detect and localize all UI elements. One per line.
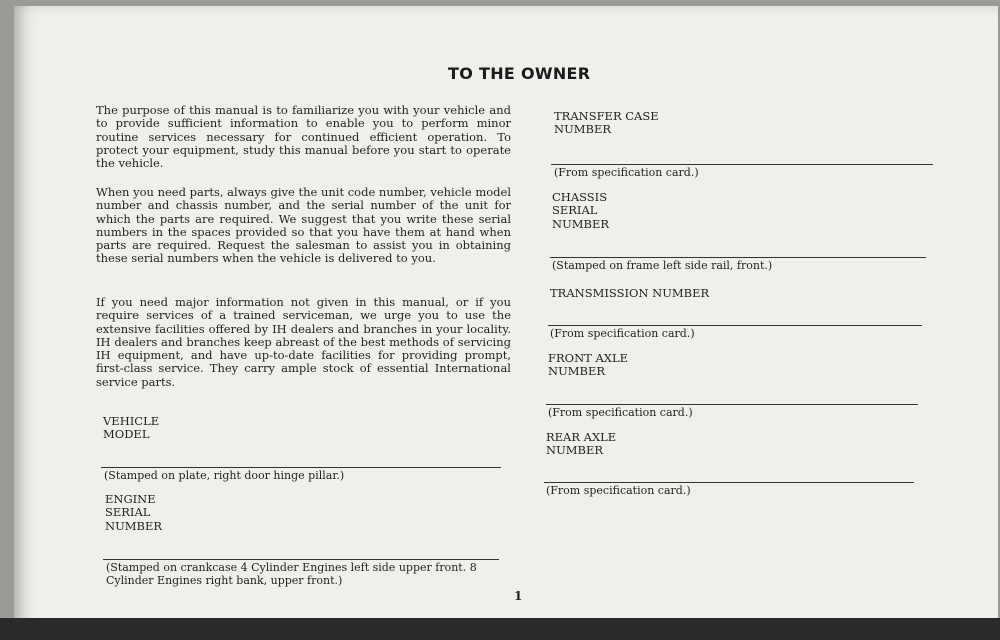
vehicle-model-note: (Stamped on plate, right door hinge pillar.) [104,469,345,482]
chassis-serial-label: CHASSIS SERIAL NUMBER [552,190,610,231]
front-axle-blank-line [546,404,918,405]
engine-serial-label: ENGINE SERIAL NUMBER [105,492,163,533]
front-axle-label: FRONT AXLE NUMBER [548,351,628,379]
chassis-serial-blank-line [550,257,926,258]
transmission-label: TRANSMISSION NUMBER [550,286,710,300]
front-axle-note: (From specification card.) [548,406,693,419]
page-title: TO THE OWNER [448,64,591,83]
chassis-serial-note: (Stamped on frame left side rail, front.) [552,259,773,272]
engine-serial-blank-line [103,559,499,560]
transfer-case-note: (From specification card.) [554,166,699,179]
rear-axle-blank-line [544,482,914,483]
transfer-case-label: TRANSFER CASE NUMBER [554,109,659,137]
page-number: 1 [514,589,523,603]
service-paragraph: If you need major information not given in this manual, or if you require services of a trained serviceman, we urge you to use the extensive facilities offered by IH dealers and branches in your locality. IH dealers and branches keep abreast of the best methods of servicing IH equipment, and have up-to-date facilities for providing prompt, first-class service. They carry ample stock of essential International service parts. [96,295,511,389]
vehicle-model-blank-line [101,467,501,468]
rear-axle-label: REAR AXLE NUMBER [546,430,617,458]
parts-paragraph: When you need parts, always give the unit code number, vehicle model number and chassis number, and the serial number of the unit for which the parts are required. We suggest that you write these serial numbers in the spaces provided so that you have them at hand when parts are required. Request the salesman to assist you in obtaining these serial numbers when the vehicle is delivered to you. [96,185,511,266]
transmission-note: (From specification card.) [550,327,695,340]
transmission-blank-line [548,325,922,326]
engine-serial-note: (Stamped on crankcase 4 Cylinder Engines left side upper front. 8 Cylinder Engines right bank, upper front.) [106,561,477,587]
rear-axle-note: (From specification card.) [546,484,691,497]
intro-paragraph: The purpose of this manual is to familiarize you with your vehicle and to provide sufficient information to enable you to perform minor routine services necessary for continued efficient operation. To protect your equipment, study this manual before you start to operate the vehicle. [96,103,511,171]
vehicle-model-label: VEHICLE MODEL [103,414,160,442]
background-edge [0,618,1000,640]
transfer-case-blank-line [551,164,933,165]
